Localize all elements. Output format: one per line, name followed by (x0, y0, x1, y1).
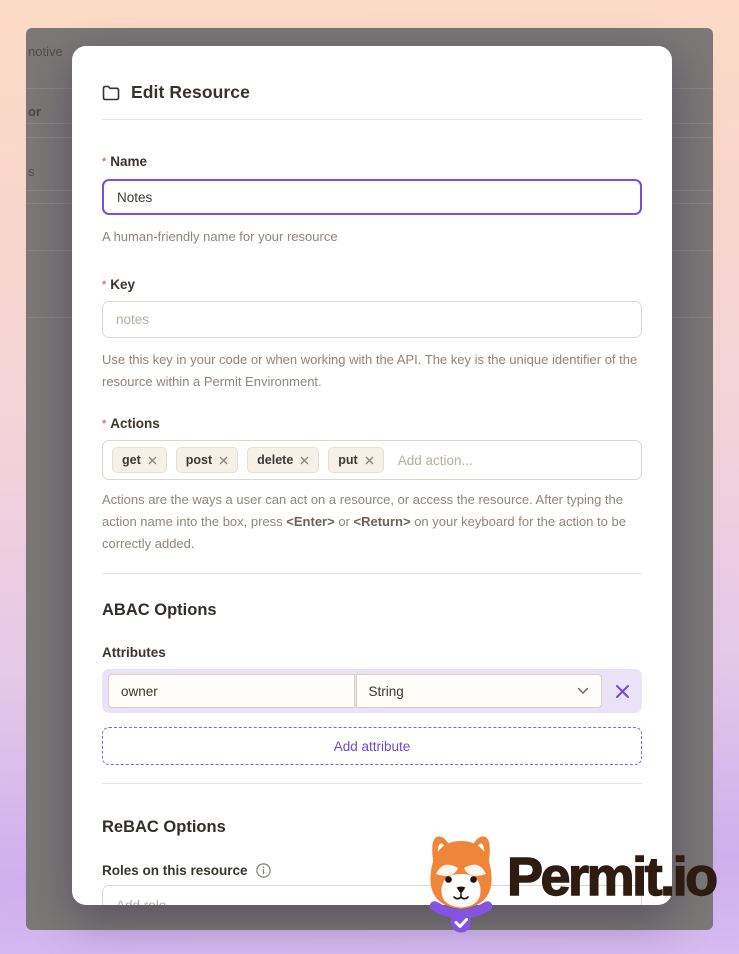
attributes-label: Attributes (102, 645, 166, 660)
action-tag[interactable]: post (176, 447, 238, 473)
modal-header (102, 82, 642, 103)
key-helper-text: Use this key in your code or when working with the API. The key is the unique identifier of the resource within a Permit Environment. (102, 352, 638, 389)
info-icon[interactable] (256, 863, 271, 878)
close-icon (615, 684, 630, 699)
required-asterisk: * (102, 279, 107, 291)
abac-options-heading: ABAC Options (102, 601, 217, 619)
attribute-row (102, 669, 642, 713)
permit-fox-mascot-icon (424, 833, 498, 935)
action-tag[interactable]: delete (247, 447, 319, 473)
chevron-down-icon (577, 687, 589, 695)
actions-label: * Actions (102, 416, 160, 431)
background-text-fragment: s (28, 164, 35, 179)
action-tag[interactable]: get (112, 447, 167, 473)
key-label: * Key (102, 277, 136, 292)
key-input[interactable] (102, 301, 642, 338)
header-divider (102, 119, 642, 120)
remove-tag-icon[interactable] (365, 456, 374, 465)
folder-icon (102, 85, 120, 101)
attribute-name-input[interactable] (108, 674, 355, 708)
remove-tag-icon[interactable] (148, 456, 157, 465)
add-attribute-button[interactable]: Add attribute (102, 727, 642, 765)
name-input[interactable] (102, 179, 642, 215)
section-divider (102, 783, 642, 784)
attribute-type-select[interactable]: String (356, 674, 603, 708)
required-asterisk: * (102, 418, 107, 430)
action-tag[interactable]: put (328, 447, 383, 473)
add-action-placeholder[interactable]: Add action... (397, 452, 473, 468)
remove-attribute-button[interactable] (615, 684, 630, 699)
section-divider (102, 573, 642, 574)
name-label: * Name (102, 154, 148, 169)
permit-io-wordmark: Permit.io (507, 847, 716, 907)
background-text-fragment: or (28, 104, 41, 119)
edit-resource-modal (72, 46, 672, 905)
actions-helper-text: Actions are the ways a user can act on a resource, or access the resource. After typing the action name into the box, press <Enter> or <Return> on your keyboard for the action to be correctly added. (102, 492, 626, 551)
permit-io-logo (424, 833, 716, 935)
name-helper-text: A human-friendly name for your resource (102, 229, 338, 244)
remove-tag-icon[interactable] (219, 456, 228, 465)
remove-tag-icon[interactable] (300, 456, 309, 465)
required-asterisk: * (102, 156, 107, 168)
roles-on-resource-label: Roles on this resource (102, 863, 642, 878)
actions-tag-input[interactable] (102, 440, 642, 480)
background-text-fragment: notive (28, 44, 63, 59)
modal-title: Edit Resource (131, 82, 250, 102)
rebac-options-heading: ReBAC Options (102, 818, 226, 836)
